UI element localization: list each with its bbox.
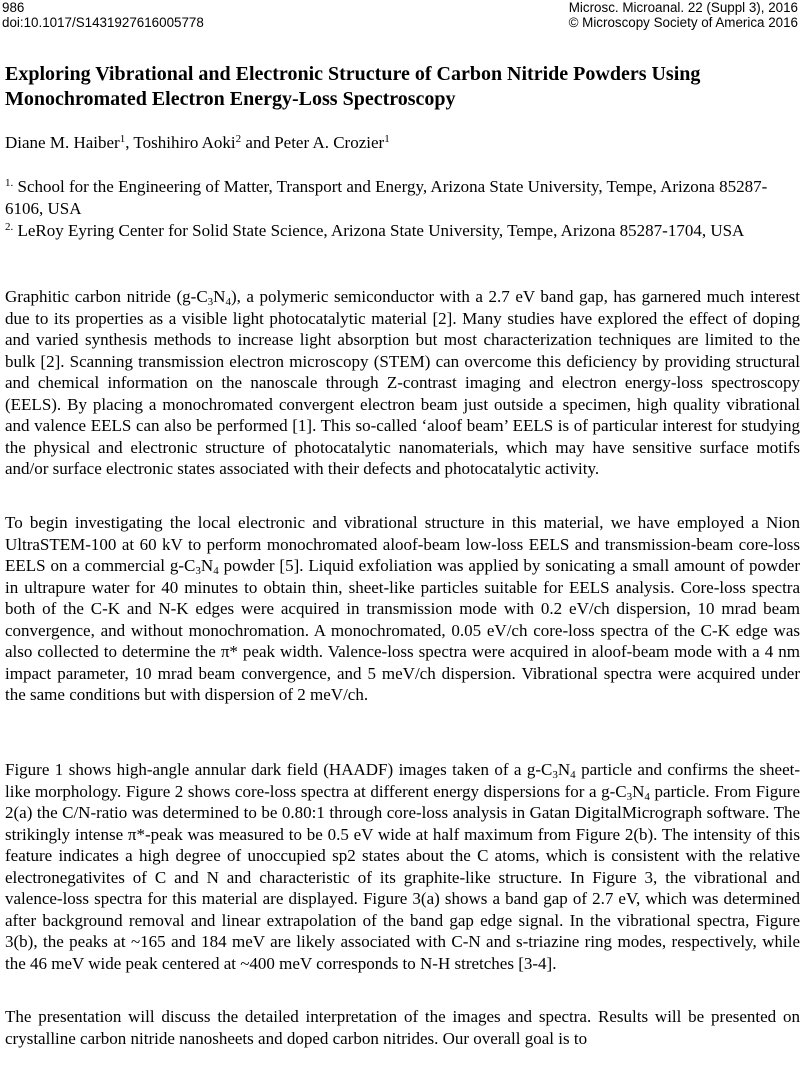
text-run: To begin investigating the local electronic and vibrational structure in this material, we have employed a Nion UltraSTEM-100 at 60 kV to perform monochromated aloof-beam low-loss EELS and transmission-beam core-loss EELS on a commercial g-C	[5, 513, 800, 575]
subscript: 3	[195, 565, 201, 577]
subscript: 4	[570, 769, 576, 781]
text-run: Figure 1 shows high-angle annular dark field (HAADF) images taken of a g-C	[5, 760, 553, 779]
subscript: 3	[207, 296, 214, 308]
affiliation-number: 1.	[5, 177, 14, 189]
text-run: N	[557, 760, 571, 779]
text-run: N	[632, 781, 645, 801]
body-paragraph-4	[5, 1006, 800, 1049]
subscript: 3	[552, 769, 558, 781]
affiliation-text: LeRoy Eyring Center for Solid State Science, Arizona State University, Tempe, Arizona 85287-1704, USA	[13, 221, 745, 240]
subscript: 4	[644, 790, 650, 803]
text-run: N	[213, 287, 226, 306]
text-run: N	[200, 556, 214, 575]
author-separator: ,	[125, 133, 134, 152]
affiliation-2	[5, 220, 795, 242]
text-run: The presentation will discuss the detailed interpretation of the images and spectra. Results will be presented on crystalline carbon nitride nanosheets and doped carbon nitrides. Our overall goal is to	[5, 1007, 800, 1048]
body-paragraph-3	[5, 759, 800, 974]
affiliation-marker: 2	[235, 133, 242, 145]
affiliation-1	[5, 176, 795, 219]
affiliation-marker: 1	[119, 133, 126, 145]
journal-citation: Microsc. Microanal. 22 (Suppl 3), 2016	[568, 0, 798, 15]
affiliation-number: 2.	[5, 221, 14, 233]
affiliation-text: School for the Engineering of Matter, Transport and Energy, Arizona State University, Tempe, Arizona 85287-6106, USA	[5, 177, 768, 218]
doi: doi:10.1017/S1431927616005778	[2, 15, 204, 30]
copyright-notice: © Microscopy Society of America 2016	[568, 15, 798, 30]
author-name: Peter A. Crozier	[274, 133, 385, 152]
text-run: particle. From Figure 2(a) the C/N-ratio was determined to be 0.80:1 through core-loss analysis in Gatan DigitalMicrograph software. The strikingly intense π*-peak was measured to be 0.5 eV wide at half maximum from Figure 2(b). The intensity of this feature indicates a high degree of unoccupied sp2 states about the C atoms, which is consistent with the relative electronegativites of C and N and characteristic of its graphite-like structure. In Figure 3, the vibrational and valence-loss spectra for this material are displayed. Figure 3(a) shows a band gap of 2.7 eV, which was determined after background removal and linear extrapolation of the band gap edge signal. In the vibrational spectra, Figure 3(b), the peaks at ~165 and 184 meV are likely associated with C-N and s-triazine ring modes, respectively, while the 46 meV wide peak centered at ~400 meV corresponds to N-H stretches [3-4].	[5, 781, 800, 973]
author-separator: and	[241, 133, 275, 152]
text-run: Graphitic carbon nitride (g-C	[5, 287, 208, 306]
subscript: 4	[225, 296, 231, 308]
page-number: 986	[2, 0, 25, 15]
text-run: powder [5]. Liquid exfoliation was applied by sonicating a small amount of powder in ultrapure water for 40 minutes to obtain thin, sheet-like particles suitable for EELS analysis. Core-loss spectra both of the C-K and N-K edges were acquired in transmission mode with 0.2 eV/ch dispersion, 10 mrad beam convergence, and without monochromation. A monochromated, 0.05 eV/ch core-loss spectra of the C-K edge was also collected to determine the π* peak width. Valence-loss spectra were acquired in aloof-beam mode with a 4 nm impact parameter, 10 mrad beam convergence, and 5 meV/ch dispersion. Vibrational spectra were acquired under the same conditions but with dispersion of 2 meV/ch.	[5, 556, 800, 704]
body-paragraph-1	[5, 286, 800, 480]
subscript: 3	[626, 790, 633, 803]
text-run: particle and confirms the sheet-like morphology. Figure 2 shows core-loss spectra at different energy dispersions for a g-C	[5, 760, 800, 801]
author-name: Diane M. Haiber	[5, 133, 120, 152]
paper-title: Exploring Vibrational and Electronic Structure of Carbon Nitride Powders Using Monochromated Electron Energy-Loss Spectroscopy	[5, 63, 701, 110]
author-list	[5, 132, 390, 154]
body-paragraph-2	[5, 512, 800, 706]
affiliation-marker: 1	[384, 133, 390, 145]
text-run: ), a polymeric semiconductor with a 2.7 eV band gap, has garnered much interest due to its properties as a visible light photocatalytic material [2]. Many studies have explored the effect of doping and varied synthesis methods to increase light absorption but most characterization techniques are limited to the bulk [2]. Scanning transmission electron microscopy (STEM) can overcome this deficiency by providing structural and chemical information on the nanoscale through Z-contrast imaging and electron energy-loss spectroscopy (EELS). By placing a monochromated convergent electron beam just outside a specimen, high quality vibrational and valence EELS can also be performed [1]. This so-called ‘aloof beam’ EELS is of particular interest for studying the physical and electronic structure of photocatalytic nanomaterials, which may have sensitive surface motifs and/or surface electronic states associated with their defects and photocatalytic activity.	[5, 287, 800, 478]
subscript: 4	[213, 565, 219, 577]
author-name: Toshihiro Aoki	[133, 133, 236, 152]
